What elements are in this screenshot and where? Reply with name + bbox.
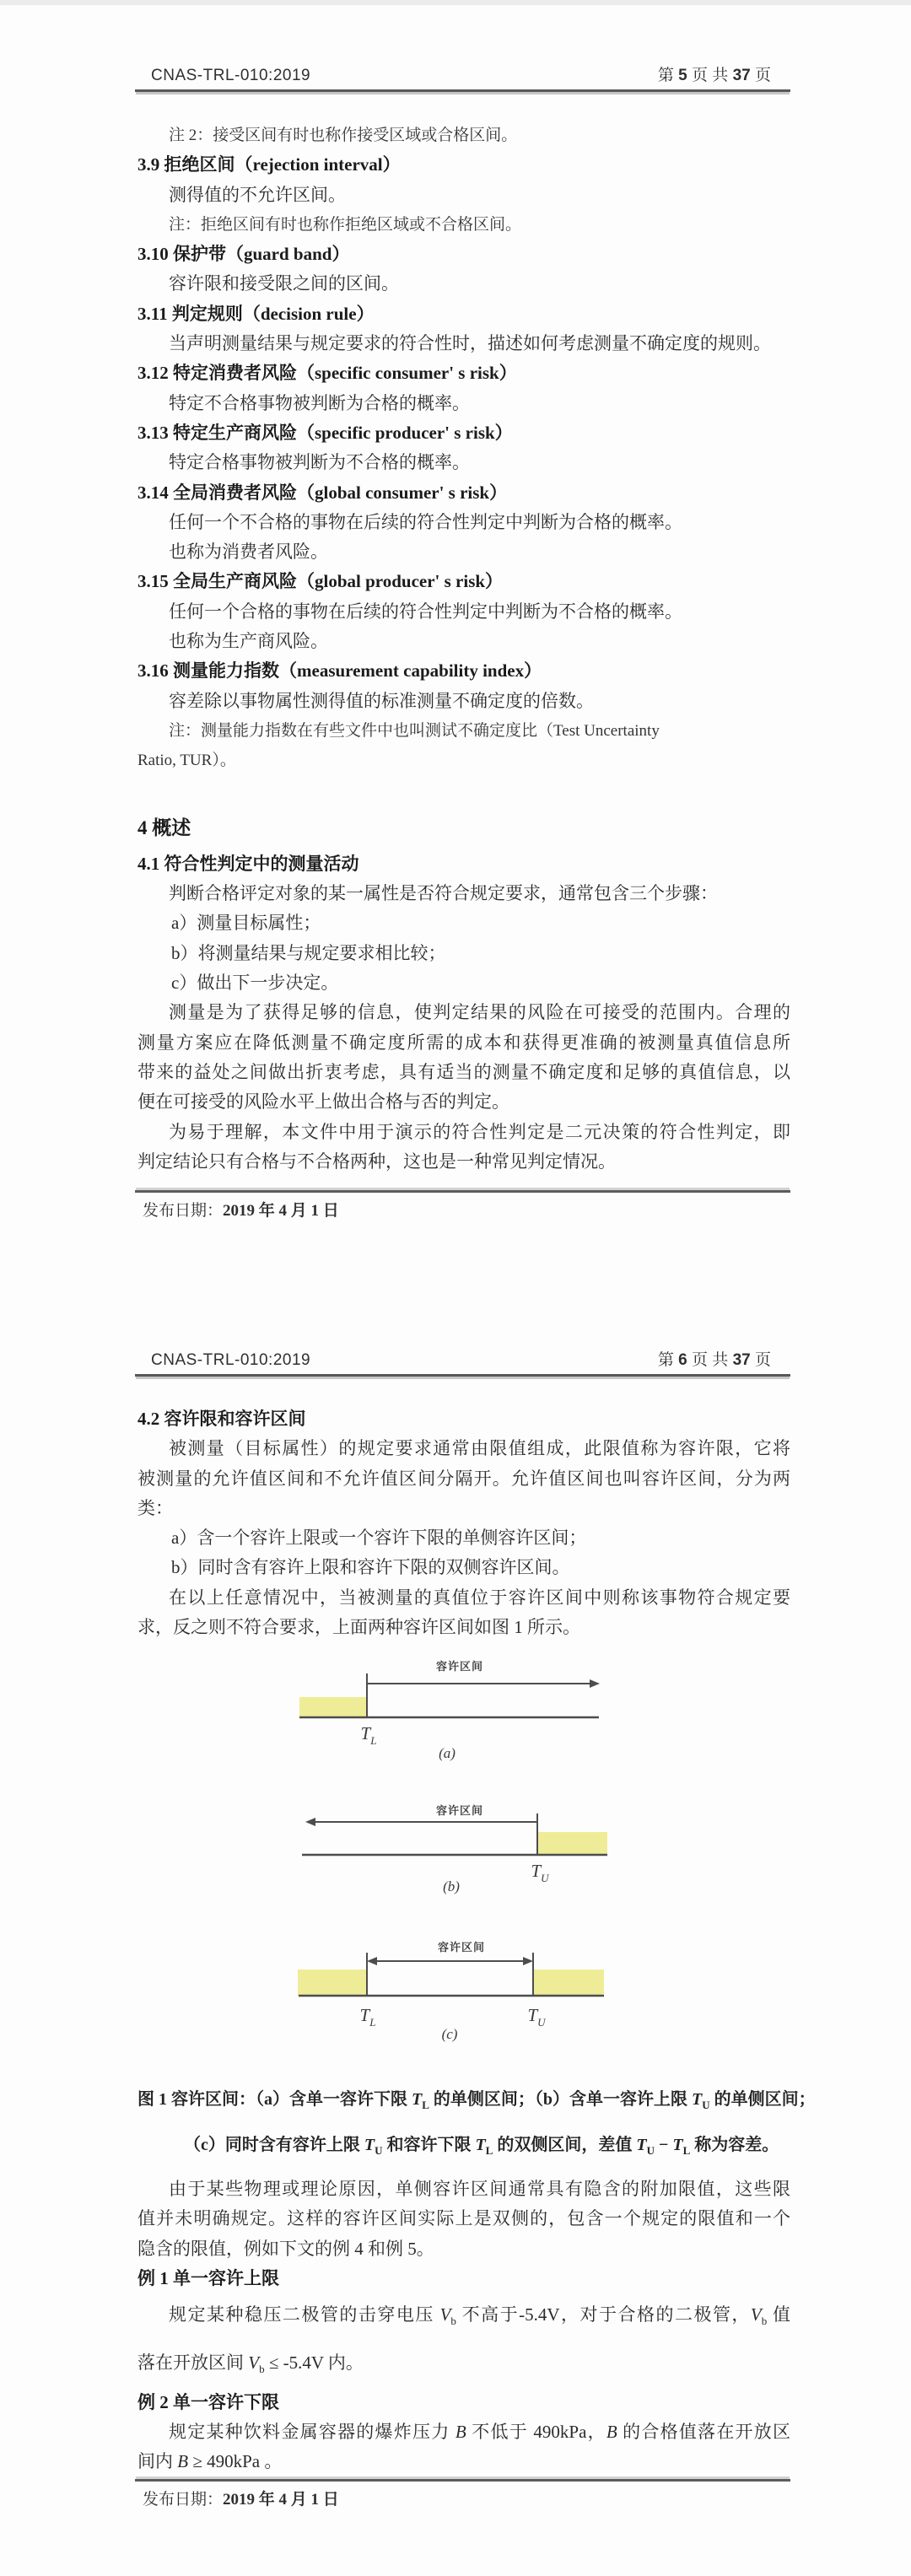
text-line: 值并未明确规定。这样的容许区间实际上是双侧的，包含一个规定的限值和一个: [137, 2208, 790, 2229]
text-line: 任何一个不合格的事物在后续的符合性判定中判断为合格的概率。: [169, 511, 682, 532]
page6-footer: [135, 2479, 790, 2509]
text-line: 特定不合格事物被判断为合格的概率。: [169, 392, 470, 413]
label-TU-b: $T_U$: [531, 1861, 549, 1885]
text-line: [137, 2417, 790, 2447]
text-line: Ratio, TUR）。: [137, 752, 236, 770]
text-segment: 页 共: [687, 67, 733, 84]
text-line: b）将测量结果与规定要求相比较；: [171, 942, 446, 963]
text-segment: V: [248, 2352, 260, 2374]
text-line: 4 概述: [137, 816, 191, 838]
label-TL-c: $T_L$: [359, 2005, 376, 2029]
interval-label-c: 容许区间: [437, 1941, 486, 1954]
text-line: 特定合格事物被判断为不合格的概率。: [169, 452, 470, 473]
text-line: 带来的益处之间做出折衷考虑，具有适当的测量不确定度和足够的真值信息，以: [137, 1061, 790, 1082]
text-line: [137, 2447, 790, 2476]
text-segment: B: [455, 2422, 466, 2443]
out-of-tolerance-band-a: [299, 1697, 367, 1717]
out-of-tolerance-band-b: [537, 1832, 607, 1855]
text-segment: 第: [657, 1351, 679, 1369]
text-segment: T: [412, 2090, 423, 2110]
page5-header: [135, 62, 790, 92]
page6-body: [137, 1404, 816, 2477]
text-line: 测量方案应在降低测量不确定度所需的成本和获得更准确的被测量真值信息所: [137, 1032, 790, 1053]
text-line: 由于某些物理或理论原因，单侧容许区间通常具有隐含的附加限值，这些限: [169, 2178, 790, 2199]
text-line: 测量是为了获得足够的信息，使判定结果的风险在可接受的范围内。合理的: [169, 1002, 790, 1023]
text-segment: U: [646, 2143, 655, 2157]
label-TU-c: $T_U$: [527, 2005, 546, 2029]
text-segment: 37: [732, 67, 751, 84]
text-segment: 发布日期：: [143, 1202, 224, 1220]
text-segment: 规定某种稳压二极管的击穿电压: [169, 2304, 440, 2325]
text-segment: 2019 年 4 月 1 日: [223, 2491, 339, 2509]
text-line: 容差除以事物属性测得值的标准测量不确定度的倍数。: [169, 690, 594, 711]
page-number: [658, 62, 790, 85]
text-segment: 页: [750, 1351, 771, 1369]
text-segment: 的合格值落在开放区: [617, 2422, 791, 2443]
page5-body: [137, 121, 790, 1177]
caption-c: (c): [441, 2026, 458, 2043]
text-segment: U: [375, 2143, 383, 2157]
text-line: 例 1 单一容许上限: [137, 2267, 279, 2288]
text-line: 注 2：接受区间有时也称作接受区域或合格区间。: [169, 127, 518, 144]
text-segment: 值: [767, 2304, 790, 2325]
text-segment: b: [259, 2363, 265, 2376]
out-of-tolerance-band-c-right: [533, 1970, 604, 1996]
text-segment: B: [177, 2451, 189, 2472]
text-segment: b: [761, 2315, 768, 2328]
text-line: 也称为生产商风险。: [169, 631, 328, 652]
text-line: 被测量的允许值区间和不允许值区间分隔开。允许值区间也叫容许区间，分为两: [137, 1468, 790, 1489]
text-line: 4.1 符合性判定中的测量活动: [137, 853, 359, 874]
document-code: CNAS-TRL-010:2019: [151, 67, 311, 84]
text-line: 测得值的不允许区间。: [169, 184, 346, 205]
text-segment: ≥ 490kPa 。: [188, 2451, 283, 2472]
text-segment: T: [475, 2135, 486, 2154]
text-segment: B: [606, 2422, 617, 2443]
text-line: b）同时含有容许上限和容许下限的双侧容许区间。: [171, 1557, 570, 1578]
text-segment: 间内: [137, 2451, 178, 2472]
text-line: 3.12 特定消费者风险（specific consumer' s risk）: [137, 363, 517, 384]
text-line: 便在可接受的风险水平上做出合格与否的判定。: [137, 1091, 509, 1113]
text-segment: T: [672, 2135, 683, 2154]
text-segment: ≤ -5.4V 内。: [264, 2352, 364, 2374]
text-segment: T: [636, 2135, 647, 2154]
text-segment: L: [422, 2099, 429, 2112]
arrowhead-left-b: [305, 1818, 315, 1826]
page6-text-top: [137, 1404, 790, 1642]
page-number: [658, 1347, 790, 1370]
text-line: 3.11 判定规则（decision rule）: [137, 303, 375, 324]
text-segment: （c）同时含有容许上限: [184, 2135, 364, 2154]
interval-label-a: 容许区间: [435, 1660, 484, 1673]
out-of-tolerance-band-c-left: [298, 1970, 367, 1996]
arrowhead-right-a: [590, 1679, 600, 1688]
text-segment: L: [682, 2143, 691, 2157]
text-line: 3.9 拒绝区间（rejection interval）: [137, 154, 401, 175]
label-TL-a: $T_L$: [360, 1723, 377, 1748]
subfigure-b: [302, 1804, 607, 1894]
subfigure-a: [299, 1660, 600, 1761]
text-segment: L: [485, 2143, 493, 2157]
text-segment: 6: [678, 1351, 687, 1369]
text-line: [137, 2085, 816, 2115]
page6-header: [135, 1347, 790, 1377]
tolerance-interval-diagram: [298, 1642, 618, 2085]
text-segment: 页: [750, 67, 771, 84]
publish-date: [135, 2487, 790, 2509]
text-line: c）做出下一步决定。: [171, 973, 339, 994]
arrowhead-right-c: [523, 1957, 533, 1965]
text-line: 被测量（目标属性）的规定要求通常由限值组成，此限值称为容许限，它将: [169, 1438, 790, 1459]
text-segment: 落在开放区间: [137, 2352, 249, 2374]
text-segment: b: [450, 2315, 456, 2328]
text-line: 求，反之则不符合要求，上面两种容许区间如图 1 所示。: [137, 1617, 580, 1638]
text-line: 3.10 保护带（guard band）: [137, 244, 350, 265]
text-segment: V: [750, 2304, 762, 2325]
scan-edge: [0, 0, 911, 5]
text-segment: 页 共: [687, 1351, 733, 1369]
text-line: 容许限和接受限之间的区间。: [169, 273, 399, 294]
text-segment: 发布日期：: [143, 2491, 224, 2509]
text-segment: 的双侧区间，差值: [493, 2135, 637, 2154]
page6-text-bottom: [137, 2085, 816, 2476]
text-line: 隐含的限值，例如下文的例 4 和例 5。: [137, 2238, 434, 2259]
text-segment: 不低于 490kPa，: [466, 2422, 606, 2443]
text-line: 注：拒绝区间有时也称作拒绝区域或不合格区间。: [169, 215, 522, 234]
text-line: [137, 2348, 790, 2378]
text-line: [137, 2131, 790, 2160]
text-line: 为易于理解，本文件中用于演示的符合性判定是二元决策的符合性判定，即: [169, 1121, 790, 1142]
arrowhead-left-c: [367, 1957, 377, 1965]
text-line: 类：: [137, 1497, 173, 1518]
text-line: 任何一个合格的事物在后续的符合性判定中判断为不合格的概率。: [169, 601, 682, 622]
text-segment: 第: [657, 67, 679, 84]
text-line: 判断合格评定对象的某一属性是否符合规定要求，通常包含三个步骤：: [169, 883, 718, 904]
text-line: 也称为消费者风险。: [169, 542, 328, 563]
text-segment: 和容许下限: [382, 2135, 476, 2154]
text-line: 3.16 测量能力指数（measurement capability index）: [137, 660, 542, 682]
text-line: 在以上任意情况中，当被测量的真值位于容许区间中则称该事物符合规定要: [169, 1587, 790, 1608]
caption-a: (a): [439, 1745, 456, 1762]
text-segment: 的单侧区间；: [709, 2090, 816, 2110]
caption-b: (b): [443, 1878, 460, 1895]
text-line: 4.2 容许限和容许区间: [137, 1409, 306, 1429]
subfigure-c: [298, 1941, 604, 2042]
text-line: 3.15 全局生产商风险（global producer' s risk）: [137, 571, 504, 592]
text-segment: T: [364, 2135, 375, 2154]
text-segment: 的单侧区间；（b）含单一容许上限: [429, 2090, 693, 2110]
text-segment: 称为容差。: [690, 2135, 779, 2154]
publish-date: [135, 1198, 790, 1221]
text-segment: −: [655, 2135, 673, 2154]
text-line: 判定结论只有合格与不合格两种，这也是一种常见判定情况。: [137, 1151, 616, 1172]
text-segment: 37: [732, 1351, 751, 1369]
text-line: a）含一个容许上限或一个容许下限的单侧容许区间；: [171, 1528, 587, 1549]
text-line: 例 2 单一容许下限: [137, 2391, 279, 2412]
text-segment: U: [702, 2099, 710, 2112]
text-line: 3.14 全局消费者风险（global consumer' s risk）: [137, 482, 508, 503]
text-segment: T: [692, 2090, 703, 2110]
text-line: 当声明测量结果与规定要求的符合性时，描述如何考虑测量不确定度的规则。: [169, 333, 771, 354]
text-line: 3.13 特定生产商风险（specific producer' s risk）: [137, 422, 513, 443]
text-segment: 规定某种饮料金属容器的爆炸压力: [169, 2422, 456, 2443]
text-line: [137, 2300, 790, 2330]
text-segment: 5: [678, 67, 687, 84]
interval-label-b: 容许区间: [435, 1804, 484, 1818]
figure-1: [137, 1642, 790, 2085]
document-code: CNAS-TRL-010:2019: [151, 1351, 311, 1369]
text-line: a）测量目标属性；: [171, 913, 321, 934]
text-segment: 2019 年 4 月 1 日: [223, 1202, 339, 1220]
page5-footer: [135, 1190, 790, 1221]
text-segment: V: [439, 2304, 451, 2325]
text-segment: 图 1 容许区间：（a）含单一容许下限: [137, 2090, 412, 2110]
text-segment: 不高于-5.4V，对于合格的二极管，: [456, 2304, 751, 2325]
text-line: 注：测量能力指数在有些文件中也叫测试不确定度比（Test Uncertainty: [169, 721, 660, 740]
